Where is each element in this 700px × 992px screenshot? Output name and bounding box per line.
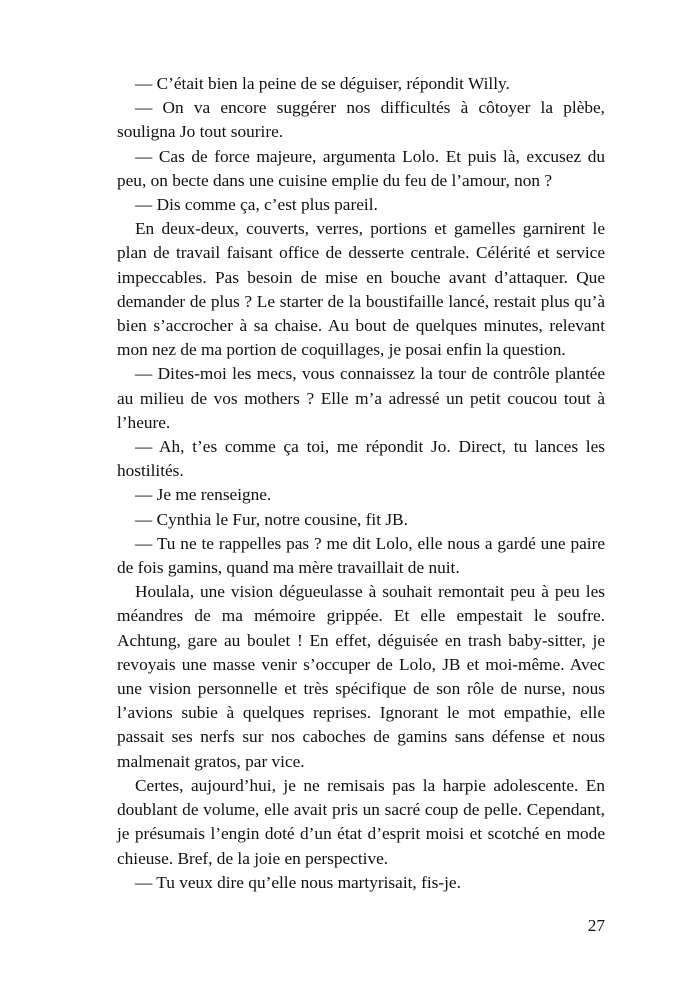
paragraph: — Tu veux dire qu’elle nous martyrisait, fis-je. (135, 872, 461, 892)
paragraph: — C’était bien la peine de se déguiser, répondit Willy. (135, 74, 510, 93)
paragraph: — Tu ne te rappelles pas ? me dit Lolo, elle nous a gardé une paire de fois gamins, quand ma mère travaillait de nuit. (117, 533, 605, 578)
paragraph: — Ah, t’es comme ça toi, me répondit Jo. Direct, tu lances les hostilités. (117, 437, 605, 481)
paragraph: En deux-deux, couverts, verres, portions et gamelles garnirent le plan de travail faisant office de desserte centrale. Célérité et service impeccables. Pas besoin de mise en bouche avant d’attaquer. Que demander de plus ? Le starter de la boustifaille lancé, restait plus qu’à bien s’accrocher à sa chaise. Au bout de quelques minutes, relevant mon nez de ma portion de coquillages, je posai enfin la question. (117, 219, 605, 360)
paragraph: — On va encore suggérer nos difficultés à côtoyer la plèbe, souligna Jo tout sourire. (117, 98, 605, 142)
page-number: 27 (587, 916, 605, 935)
paragraph: — Cas de force majeure, argumenta Lolo. Et puis là, excusez du peu, on becte dans une cuisine emplie du feu de l’amour, non ? (117, 146, 605, 190)
paragraph: — Je me renseigne. (135, 485, 272, 505)
paragraph: — Cynthia le Fur, notre cousine, fit JB. (135, 509, 408, 529)
paragraph: Certes, aujourd’hui, je ne remisais pas la harpie adolescente. En doublant de volume, elle avait pris un sacré coup de pelle. Cependant, je présumais l’engin doté d’un état d’esprit moisi et scotché en mode chieuse. Bref, de la joie en perspective. (117, 775, 605, 868)
body-text (117, 72, 605, 895)
paragraph: Houlala, une vision dégueulasse à souhait remontait peu à peu les méandres de ma mémoire grippée. Et elle empestait le soufre. Achtung, gare au boulet ! En effet, déguisée en trash baby-sitter, je revoyais une masse venir s’occuper de Lolo, JB et moi-même. Avec une vision personnelle et très spécifique de son rôle de nurse, nous l’avions subie à quelques reprises. Ignorant le mot empathie, elle passait ses nerfs sur nos caboches de gamins sans défense et nous malmenait gratos, par vice. (117, 582, 605, 771)
paragraph: — Dites-moi les mecs, vous connaissez la tour de contrôle plantée au milieu de vos mothers ? Elle m’a adressé un petit coucou tout à l’heure. (117, 364, 605, 432)
paragraph: — Dis comme ça, c’est plus pareil. (135, 195, 378, 215)
